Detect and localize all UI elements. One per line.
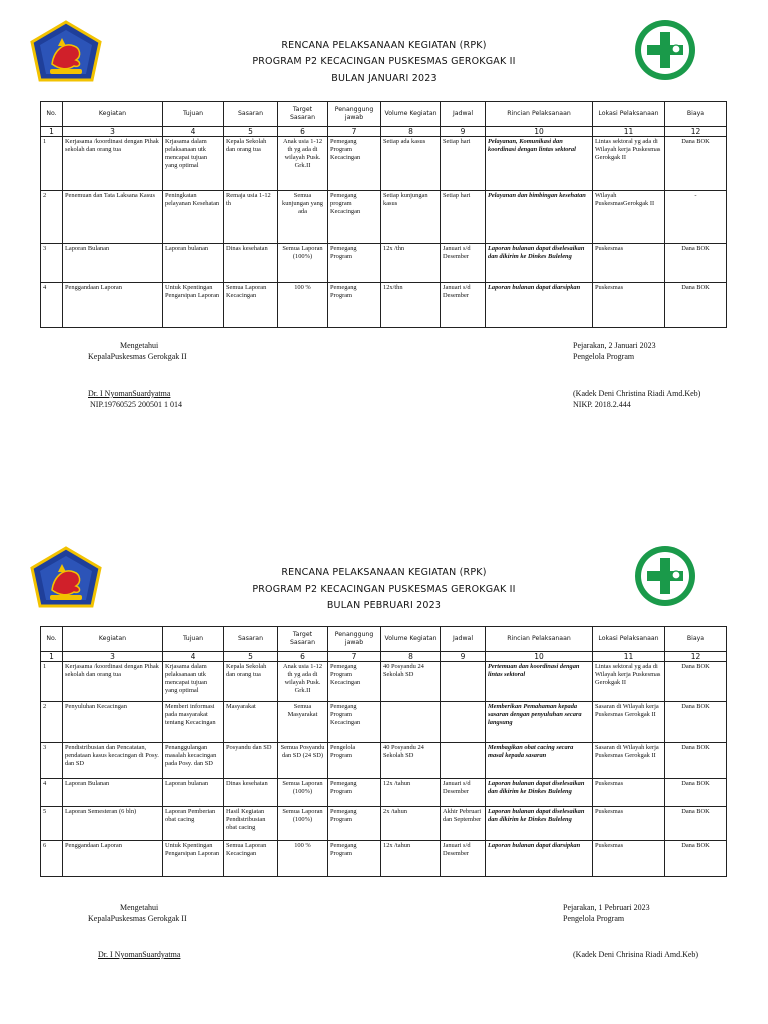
col-header-rincian: Rincian Pelaksanaan: [486, 627, 593, 652]
cell-no: 3: [41, 743, 63, 779]
signature-left-block: [88, 341, 187, 363]
cell-tujuan: Untuk Kpentingan Pengarsipan Laporan: [163, 841, 224, 877]
cell-sasaran: Dinas kesehatan: [224, 779, 278, 807]
cell-jadwal: Setiap hari: [441, 191, 486, 244]
rpk-table-januari: [40, 101, 727, 328]
cell-no: 1: [41, 137, 63, 191]
cell-volume: Setiap kunjungan kasus: [381, 191, 441, 244]
cell-jadwal: Januari s/d Desember: [441, 779, 486, 807]
cell-rincian: Membagikan obat cacing secara masal kepada sasaran: [486, 743, 593, 779]
cell-tujuan: Untuk Kpentingan Pengarsipan Laporan: [163, 283, 224, 328]
sig-left-name: Dr. I NyomanSuardyatma: [98, 950, 181, 959]
signature-right-name-block: [573, 950, 698, 961]
cell-pj: Pemegang Program: [328, 841, 381, 877]
cell-pj: Pemegang Program: [328, 244, 381, 283]
sig-right-nip: NIKP. 2018.2.444: [573, 399, 631, 409]
cell-rincian: Pelayanan dan bimbingan kesehatan: [486, 191, 593, 244]
cell-pj: Pemegang Program Kecacingan: [328, 137, 381, 191]
cell-lokasi: Puskesmas: [593, 807, 665, 841]
cell-jadwal: Setiap hari: [441, 137, 486, 191]
cell-lokasi: Wilayah PuskesmasGerokgak II: [593, 191, 665, 244]
cell-rincian: Laporan bulanan dapat diselesaikan dan dikirim ke Dinkes Buleleng: [486, 807, 593, 841]
col-header-lokasi: Lokasi Pelaksanaan: [593, 102, 665, 127]
cell-target: 100 %: [278, 283, 328, 328]
cell-lokasi: Puskesmas: [593, 779, 665, 807]
col-number: 10: [486, 652, 593, 662]
cell-kegiatan: Pendistribusian dan Pencatatan, pendataan kasus kecacingan di Posy. dan SD: [63, 743, 163, 779]
cell-sasaran: Masyarakat: [224, 702, 278, 743]
col-number: 11: [593, 652, 665, 662]
cell-rincian: Pertemuan dan koordinasi dengan lintas sektoral: [486, 662, 593, 702]
col-header-kegiatan: Kegiatan: [63, 627, 163, 652]
col-header-lokasi: Lokasi Pelaksanaan: [593, 627, 665, 652]
cell-volume: 40 Posyandu 24 Sekolah SD: [381, 743, 441, 779]
cell-pj: Pemegang program Kecacingan: [328, 191, 381, 244]
cell-rincian: Memberikan Pemahaman kepada sasaran dengan penyuluhan secara langsung: [486, 702, 593, 743]
table-row: [41, 743, 727, 779]
cell-jadwal: Januari s/d Desember: [441, 841, 486, 877]
cell-no: 1: [41, 662, 63, 702]
cell-sasaran: Remaja usia 1-12 th: [224, 191, 278, 244]
col-number: 1: [41, 127, 63, 137]
cell-tujuan: Laporan Pemberian obat cacing: [163, 807, 224, 841]
cell-pj: Pemegang Program: [328, 779, 381, 807]
col-number: 9: [441, 652, 486, 662]
col-header-volume: Volume Kegiatan: [381, 627, 441, 652]
col-header-no: No.: [41, 627, 63, 652]
cell-rincian: Laporan bulanan dapat diselesaikan dan dikirim ke Dinkes Buleleng: [486, 779, 593, 807]
col-number: 8: [381, 652, 441, 662]
page-title-line-2: PROGRAM P2 KECACINGAN PUSKESMAS GEROKGAK II: [252, 56, 516, 67]
cell-biaya: Dana BOK: [665, 807, 727, 841]
col-header-no: No.: [41, 102, 63, 127]
col-header-penanggung-jawab: Penanggung jawab: [328, 102, 381, 127]
cell-lokasi: Lintas sektoral yg ada di Wilayah kerja Puskesmas Gerokgak II: [593, 137, 665, 191]
sig-left-name: Dr. I NyomanSuardyatma: [88, 389, 171, 398]
cell-lokasi: Lintas sektoral yg ada di Wilayah kerja Puskesmas Gerokgak II: [593, 662, 665, 702]
cell-pj: Pemegang Program: [328, 283, 381, 328]
cell-volume: 12x /thn: [381, 244, 441, 283]
table-row: [41, 662, 727, 702]
cell-sasaran: Semua Laporan Kecacingan: [224, 283, 278, 328]
col-header-target: Target Sasaran: [278, 102, 328, 127]
col-header-target: Target Sasaran: [278, 627, 328, 652]
cell-tujuan: Laporan bulanan: [163, 779, 224, 807]
col-header-tujuan: Tujuan: [163, 627, 224, 652]
col-header-biaya: Biaya: [665, 102, 727, 127]
cell-rincian: Laporan bulanan dapat diarsipkan: [486, 283, 593, 328]
col-number: 1: [41, 652, 63, 662]
cell-kegiatan: Laporan Semesteran (6 bln): [63, 807, 163, 841]
col-number: 12: [665, 652, 727, 662]
cell-volume: 12x /tahun: [381, 841, 441, 877]
cell-volume: [381, 702, 441, 743]
cell-sasaran: Hasil Kegiatan Pendistribusian obat cacing: [224, 807, 278, 841]
col-header-sasaran: Sasaran: [224, 627, 278, 652]
cell-target: Semua Laporan (100%): [278, 779, 328, 807]
col-number: 8: [381, 127, 441, 137]
sig-right-date: Pejarakan, 2 Januari 2023: [573, 341, 656, 350]
col-header-biaya: Biaya: [665, 627, 727, 652]
sig-right-date: Pejarakan, 1 Pebruari 2023: [563, 903, 650, 912]
cell-kegiatan: Penyuluhan Kecacingan: [63, 702, 163, 743]
cell-biaya: -: [665, 191, 727, 244]
page-title-line-1: RENCANA PELAKSANAAN KEGIATAN (RPK): [281, 567, 487, 578]
signature-left-name-block: [88, 389, 182, 411]
cell-volume: Setiap ada kasus: [381, 137, 441, 191]
cell-jadwal: [441, 662, 486, 702]
cell-jadwal: Januari s/d Desember: [441, 283, 486, 328]
sig-right-name: (Kadek Deni Chrisina Riadi Amd.Keb): [573, 950, 699, 959]
cell-jadwal: Januari s/d Desember: [441, 244, 486, 283]
cell-rincian: Laporan bulanan dapat diarsipkan: [486, 841, 593, 877]
col-number: 12: [665, 127, 727, 137]
cell-jadwal: Akhir Pebruari dan September: [441, 807, 486, 841]
cell-kegiatan: Kerjasama /koordinasi dengan Pihak sekolah dan orang tua: [63, 137, 163, 191]
table-row: [41, 244, 727, 283]
cell-kegiatan: Penggandaan Laporan: [63, 283, 163, 328]
document-page-januari: [0, 0, 768, 500]
cell-target: Semua Laporan (100%): [278, 807, 328, 841]
col-number: 6: [278, 652, 328, 662]
cell-biaya: Dana BOK: [665, 702, 727, 743]
cell-no: 4: [41, 779, 63, 807]
cell-no: 2: [41, 702, 63, 743]
cell-tujuan: Krjasama dalam pelaksanaan utk mencapai tujuan yang optimal: [163, 662, 224, 702]
cell-target: Semua Laporan (100%): [278, 244, 328, 283]
cell-sasaran: Kepala Sekolah dan orang tua: [224, 137, 278, 191]
sig-right-position: Pengelola Program: [563, 913, 625, 923]
page-title-line-1: RENCANA PELAKSANAAN KEGIATAN (RPK): [281, 40, 487, 51]
cell-tujuan: Memberi informasi pada masyarakat tentang Kecacingan: [163, 702, 224, 743]
cell-kegiatan: Penggandaan Laporan: [63, 841, 163, 877]
signature-right-block: [563, 903, 650, 925]
cell-pj: Pemegang Program Kecacingan: [328, 662, 381, 702]
cell-biaya: Dana BOK: [665, 662, 727, 702]
cell-sasaran: Kepala Sekolah dan orang tua: [224, 662, 278, 702]
table-row: [41, 137, 727, 191]
col-number: 3: [63, 652, 163, 662]
col-number: 11: [593, 127, 665, 137]
cell-target: Semua Posyandu dan SD (24 SD): [278, 743, 328, 779]
page-title-line-2: PROGRAM P2 KECACINGAN PUSKESMAS GEROKGAK II: [252, 584, 516, 595]
cell-no: 5: [41, 807, 63, 841]
cell-lokasi: Puskesmas: [593, 244, 665, 283]
signature-left-block: [88, 903, 187, 925]
table-row: [41, 841, 727, 877]
col-number: 3: [63, 127, 163, 137]
cell-pj: Pengelola Program: [328, 743, 381, 779]
cell-rincian: Pelayanan, Komunikasi dan koordinasi dengan lintas sektoral: [486, 137, 593, 191]
col-header-kegiatan: Kegiatan: [63, 102, 163, 127]
cell-biaya: Dana BOK: [665, 743, 727, 779]
signature-left-name-block: [98, 950, 180, 961]
table-row: [41, 779, 727, 807]
cell-target: Anak usia 1-12 th yg ada di wilayah Pusk. Grk.II: [278, 662, 328, 702]
col-header-sasaran: Sasaran: [224, 102, 278, 127]
rpk-table-pebruari: [40, 626, 727, 877]
col-number: 10: [486, 127, 593, 137]
cell-target: Semua Masyarakat: [278, 702, 328, 743]
sig-right-position: Pengelola Program: [573, 351, 635, 361]
cell-sasaran: Dinas kesehatan: [224, 244, 278, 283]
cell-volume: 12x /tahun: [381, 779, 441, 807]
cell-lokasi: Sasaran di Wilayah kerja Puskesmas Gerokgak II: [593, 743, 665, 779]
cell-jadwal: [441, 702, 486, 743]
page-title-line-3: BULAN JANUARI 2023: [331, 73, 437, 84]
cell-no: 3: [41, 244, 63, 283]
cell-pj: Pemegang Program: [328, 807, 381, 841]
col-number: 9: [441, 127, 486, 137]
col-header-tujuan: Tujuan: [163, 102, 224, 127]
cell-target: Anak usia 1-12 th yg ada di wilayah Pusk. Grk.II: [278, 137, 328, 191]
sig-left-position: KepalaPuskesmas Gerokgak II: [88, 913, 187, 923]
cell-tujuan: Laporan bulanan: [163, 244, 224, 283]
cell-no: 6: [41, 841, 63, 877]
cell-rincian: Laporan bulanan dapat diselesaikan dan dikirim ke Dinkes Buleleng: [486, 244, 593, 283]
table-row: [41, 283, 727, 328]
cell-biaya: Dana BOK: [665, 137, 727, 191]
cell-tujuan: Peningkatan pelayanan Kesehatan: [163, 191, 224, 244]
cell-kegiatan: Laporan Bulanan: [63, 244, 163, 283]
col-header-jadwal: Jadwal: [441, 102, 486, 127]
cell-kegiatan: Laporan Bulanan: [63, 779, 163, 807]
col-number: 7: [328, 652, 381, 662]
signature-right-name-block: [573, 389, 700, 411]
signature-right-block: [573, 341, 656, 363]
cell-biaya: Dana BOK: [665, 779, 727, 807]
sig-left-label: Mengetahui: [120, 341, 159, 350]
cell-kegiatan: Kerjasama /koordinasi dengan Pihak sekolah dan orang tua: [63, 662, 163, 702]
cell-pj: Pemegang Program Kecacingan: [328, 702, 381, 743]
col-number: 5: [224, 127, 278, 137]
cell-no: 2: [41, 191, 63, 244]
sig-left-position: KepalaPuskesmas Gerokgak II: [88, 351, 187, 361]
page-title-line-3: BULAN PEBRUARI 2023: [326, 600, 442, 611]
col-header-penanggung-jawab: Penanggung jawab: [328, 627, 381, 652]
sig-right-name: (Kadek Deni Christina Riadi Amd.Keb): [573, 389, 701, 398]
cell-lokasi: Puskesmas: [593, 283, 665, 328]
cell-sasaran: Posyandu dan SD: [224, 743, 278, 779]
cell-tujuan: Penanggulangan masalah kecacingan pada Posy. dan SD: [163, 743, 224, 779]
col-number: 5: [224, 652, 278, 662]
col-header-rincian: Rincian Pelaksanaan: [486, 102, 593, 127]
col-number: 4: [163, 127, 224, 137]
document-page-pebruari: [0, 530, 768, 1024]
cell-target: 100 %: [278, 841, 328, 877]
cell-jadwal: [441, 743, 486, 779]
col-number: 4: [163, 652, 224, 662]
cell-volume: 2x /tahun: [381, 807, 441, 841]
table-row: [41, 191, 727, 244]
cell-tujuan: Krjasama dalam pelaksanaan utk mencapai tujuan yang optimal: [163, 137, 224, 191]
col-number: 6: [278, 127, 328, 137]
cell-biaya: Dana BOK: [665, 283, 727, 328]
cell-volume: 12x/thn: [381, 283, 441, 328]
col-number: 7: [328, 127, 381, 137]
cell-kegiatan: Penemuan dan Tata Laksana Kasus: [63, 191, 163, 244]
col-header-jadwal: Jadwal: [441, 627, 486, 652]
cell-no: 4: [41, 283, 63, 328]
table-row: [41, 702, 727, 743]
sig-left-label: Mengetahui: [120, 903, 159, 912]
cell-lokasi: Puskesmas: [593, 841, 665, 877]
cell-sasaran: Semua Laporan Kecacingan: [224, 841, 278, 877]
col-header-volume: Volume Kegiatan: [381, 102, 441, 127]
cell-biaya: Dana BOK: [665, 244, 727, 283]
cell-biaya: Dana BOK: [665, 841, 727, 877]
table-row: [41, 807, 727, 841]
cell-target: Semua kunjungan yang ada: [278, 191, 328, 244]
cell-lokasi: Sasaran di Wilayah kerja Puskesmas Gerokgak II: [593, 702, 665, 743]
sig-left-nip: NIP.19760525 200501 1 014: [90, 399, 183, 409]
cell-volume: 40 Posyandu 24 Sekolah SD: [381, 662, 441, 702]
